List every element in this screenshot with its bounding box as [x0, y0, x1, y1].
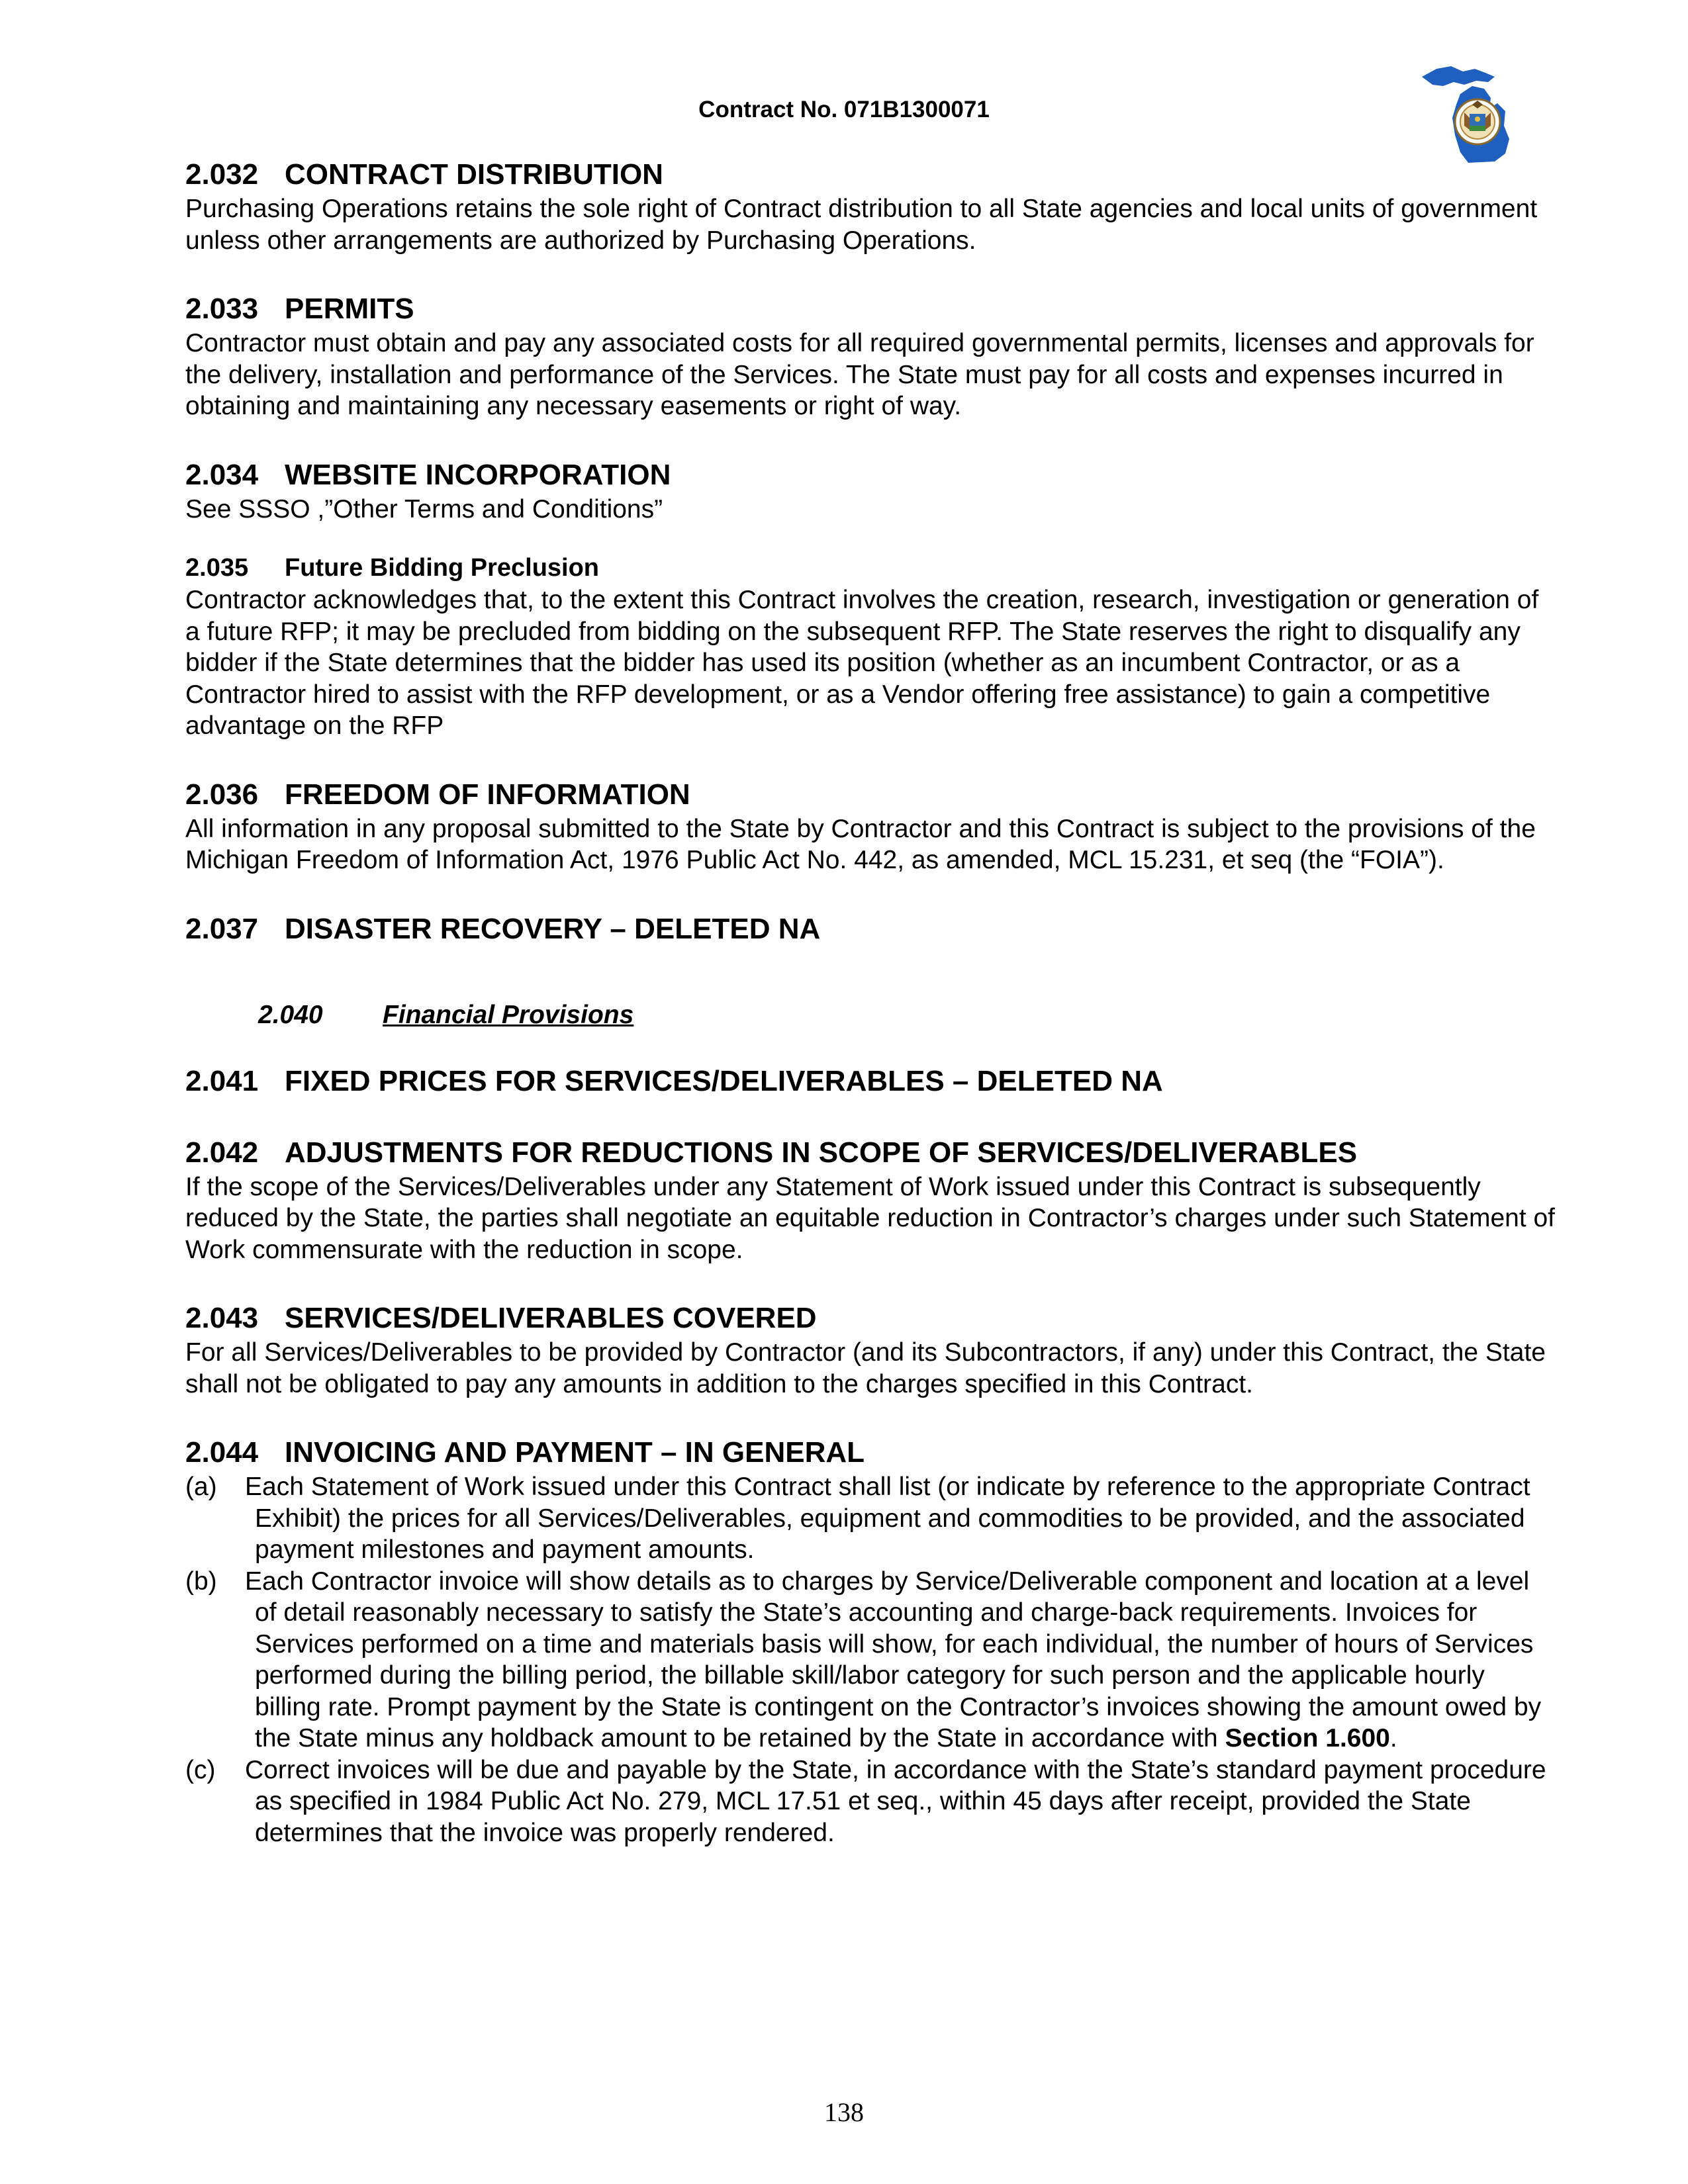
section-heading: [185, 156, 1556, 193]
section-title: CONTRACT DISTRIBUTION: [285, 158, 663, 191]
section-number: 2.032: [185, 158, 259, 191]
section-number: 2.042: [185, 1136, 259, 1169]
section-number: 2.040: [258, 1000, 323, 1029]
list-item-text: Correct invoices will be due and payable by the State, in accordance with the State’s standard payment procedure as specified in 1984 Public Act No. 279, MCL 17.51 et seq., within 45 days after receipt, provided the State determines that the invoice was properly rendered.: [245, 1755, 1546, 1847]
section-number: 2.044: [185, 1436, 259, 1469]
section-title: Future Bidding Preclusion: [285, 554, 600, 582]
section-text: Contractor acknowledges that, to the extent this Contract involves the creation, research, investigation or generation of a future RFP; it may be precluded from bidding on the subsequent RFP. The State reserves the right to disqualify any bidder if the State determines that the bidder has used its position (whether as an incumbent Contractor, or as a Contractor hired to assist with the RFP development, or as a Vendor offering free assistance) to gain a competitive advantage on the RFP: [185, 586, 1539, 740]
list-marker: (b): [185, 1567, 217, 1596]
page-number: 138: [824, 2097, 864, 2127]
list-item: [185, 1566, 1556, 1754]
section-text: Purchasing Operations retains the sole right of Contract distribution to all State agencies and local units of government unless other arrangements are authorized by Purchasing Operations.: [185, 195, 1538, 255]
section-number: 2.034: [185, 458, 259, 491]
section-2-042: [185, 1134, 1556, 1266]
section-title: SERVICES/DELIVERABLES COVERED: [285, 1302, 817, 1334]
list-item: [185, 1754, 1556, 1849]
section-2-036: [185, 776, 1556, 876]
list-item-text: Each Contractor invoice will show details as to charges by Service/Deliverable component and location at a level of detail reasonably necessary to satisfy the State’s accounting and charge-back requirements. Invoices for Services performed on a time and materials basis will show, for each individual, the number of hours of Services performed during the billing period, the billable skill/labor category for such person and the applicable hourly billing rate. Prompt payment by the State is contingent on the Contractor’s invoices showing the amount owed by the State minus any holdback amount to be retained by the State in accordance with: [245, 1567, 1542, 1752]
section-heading: [185, 457, 1556, 494]
document-body: [185, 156, 1556, 1883]
section-2-037: [185, 911, 1556, 948]
section-heading: [185, 551, 1556, 584]
section-title: DISASTER RECOVERY – DELETED NA: [285, 912, 821, 945]
section-2-041: [185, 1063, 1556, 1100]
contract-number-header: Contract No. 071B1300071: [698, 97, 990, 122]
section-heading: [185, 776, 1556, 813]
section-text: See SSSO ,”Other Terms and Conditions”: [185, 494, 663, 523]
section-reference: Section 1.600: [1225, 1724, 1390, 1752]
section-title: INVOICING AND PAYMENT – IN GENERAL: [285, 1436, 865, 1469]
list-marker: (c): [185, 1755, 216, 1784]
section-number: 2.043: [185, 1302, 259, 1334]
list-item: [185, 1471, 1556, 1566]
list-item-text: Each Statement of Work issued under this Contract shall list (or indicate by reference to the appropriate Contract Exhibit) the prices for all Services/Deliverables, equipment and commodities to be provided, and the associated payment milestones and payment amounts.: [245, 1473, 1530, 1564]
section-text: If the scope of the Services/Deliverables under any Statement of Work issued under this Contract is subsequently reduced by the State, the parties shall negotiate an equitable reduction in Contractor’s charges under such Statement of Work commensurate with the reduction in scope.: [185, 1172, 1556, 1264]
section-2-043: [185, 1300, 1556, 1400]
section-heading: [185, 1300, 1556, 1337]
section-title: Financial Provisions: [383, 1000, 634, 1029]
section-title: ADJUSTMENTS FOR REDUCTIONS IN SCOPE OF SERVICES/DELIVERABLES: [285, 1136, 1358, 1169]
michigan-seal-map-icon: [1417, 57, 1526, 167]
section-heading: [185, 1134, 1556, 1171]
section-heading: [185, 291, 1556, 328]
section-number: 2.041: [185, 1064, 259, 1097]
section-number: 2.036: [185, 778, 259, 811]
section-number: 2.037: [185, 912, 259, 945]
section-2-032: [185, 156, 1556, 256]
financial-provisions-heading: [258, 1001, 1556, 1030]
list-marker: (a): [185, 1473, 217, 1501]
section-2-034: [185, 457, 1556, 525]
section-heading: [185, 1434, 1556, 1471]
section-2-033: [185, 291, 1556, 422]
section-text: All information in any proposal submitted to the State by Contractor and this Contract is subject to the provisions of the Michigan Freedom of Information Act, 1976 Public Act No. 442, as amended, MCL 15.231, et seq (the “FOIA”).: [185, 814, 1536, 874]
section-number: 2.035: [185, 554, 249, 582]
section-number: 2.033: [185, 293, 259, 325]
section-heading: [185, 911, 1556, 948]
section-title: FREEDOM OF INFORMATION: [285, 778, 690, 811]
section-heading: [185, 1063, 1556, 1100]
invoicing-list: [185, 1471, 1556, 1848]
section-title: WEBSITE INCORPORATION: [285, 458, 671, 491]
list-item-end: .: [1389, 1724, 1397, 1752]
section-text: Contractor must obtain and pay any associated costs for all required governmental permits, licenses and approvals for the delivery, installation and performance of the Services. The State must pay for all costs and expenses incurred in obtaining and maintaining any necessary easements or right of way.: [185, 329, 1534, 420]
section-title: FIXED PRICES FOR SERVICES/DELIVERABLES – DELETED NA: [285, 1064, 1163, 1097]
section-2-035: [185, 551, 1556, 742]
section-2-044: [185, 1434, 1556, 1848]
section-text: For all Services/Deliverables to be provided by Contractor (and its Subcontractors, if any) under this Contract, the State shall not be obligated to pay any amounts in addition to the charges specified in this Contract.: [185, 1338, 1546, 1398]
section-title: PERMITS: [285, 293, 414, 325]
